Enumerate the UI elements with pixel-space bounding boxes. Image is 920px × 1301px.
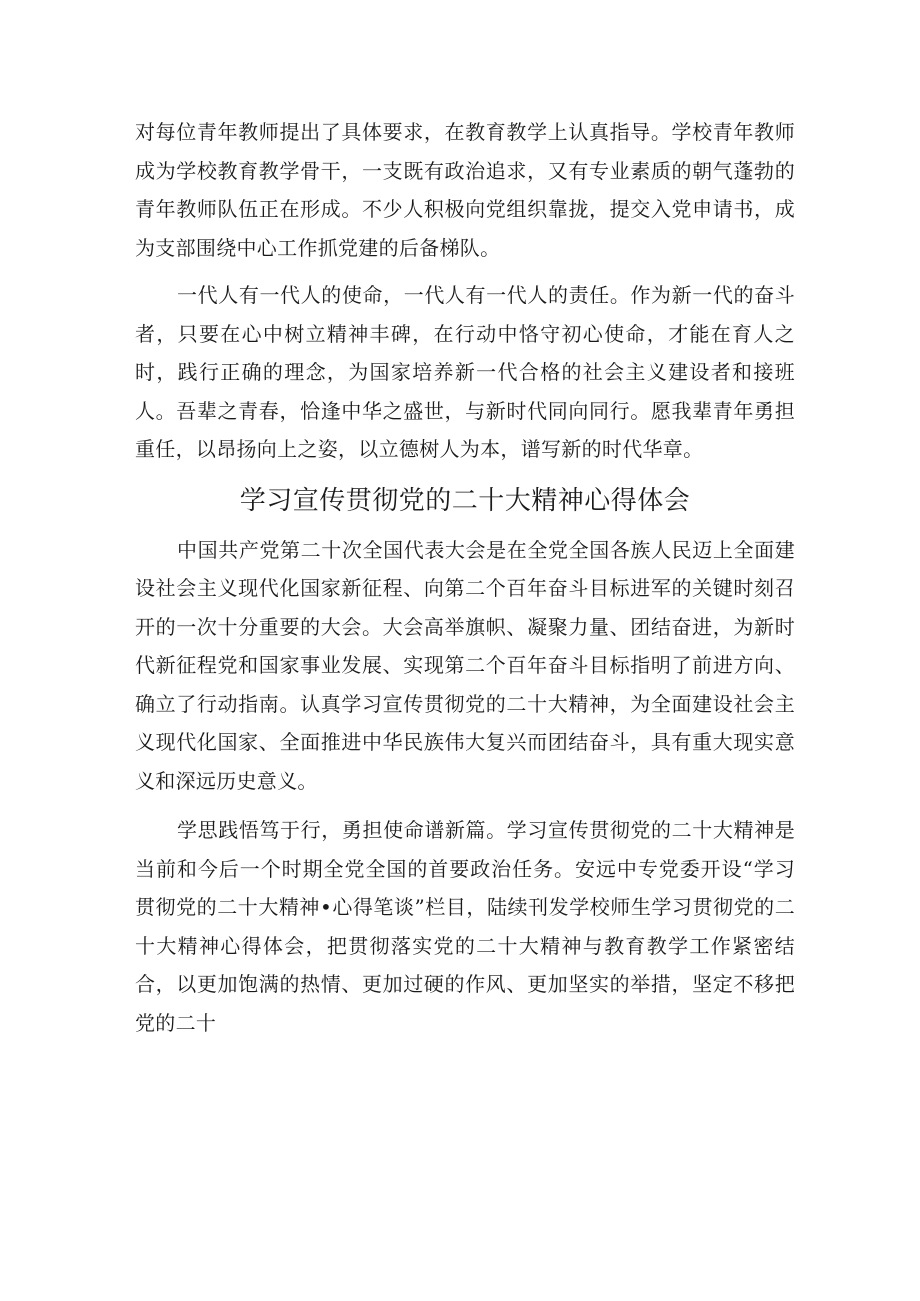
paragraph-generation-mission: 一代人有一代人的使命，一代人有一代人的责任。作为新一代的奋斗者，只要在心中树立精神丰碑，在行动中恪守初心使命，才能在育人之时，践行正确的理念，为国家培养新一代合格的社会主义建设者和接班人。吾辈之青春，恰逢中华之盛世，与新时代同向同行。愿我辈青年勇担重任，以昂扬向上之姿，以立德树人为本，谱写新的时代华章。 (135, 283, 795, 461)
document-page (135, 113, 795, 1042)
paragraph-study-practice: 学思践悟笃于行，勇担使命谱新篇。学习宣传贯彻党的二十大精神是当前和今后一个时期全党全国的首要政治任务。安远中专党委开设“学习贯彻党的二十大精神•心得笔谈”栏目，陆续刊发学校师生学习贯彻党的二十大精神心得体会，把贯彻落实党的二十大精神与教育教学工作紧密结合，以更加饱满的热情、更加过硬的作风、更加坚实的举措，坚定不移把党的二十 (135, 818, 795, 1035)
paragraph-continuation: 对每位青年教师提出了具体要求，在教育教学上认真指导。学校青年教师成为学校教育教学骨干，一支既有政治追求，又有专业素质的朝气蓬勃的青年教师队伍正在形成。不少人积极向党组织靠拢，提交入党申请书，成为支部围绕中心工作抓党建的后备梯队。 (135, 120, 795, 260)
paragraph-congress-intro: 中国共产党第二十次全国代表大会是在全党全国各族人民迈上全面建设社会主义现代化国家新征程、向第二个百年奋斗目标进军的关键时刻召开的一次十分重要的大会。大会高举旗帜、凝聚力量、团结奋进，为新时代新征程党和国家事业发展、实现第二个百年奋斗目标指明了前进方向、确立了行动指南。认真学习宣传贯彻党的二十大精神，为全面建设社会主义现代化国家、全面推进中华民族伟大复兴而团结奋斗，具有重大现实意义和深远历史意义。 (135, 537, 795, 793)
article-title: 学习宣传贯彻党的二十大精神心得体会 (239, 485, 691, 516)
